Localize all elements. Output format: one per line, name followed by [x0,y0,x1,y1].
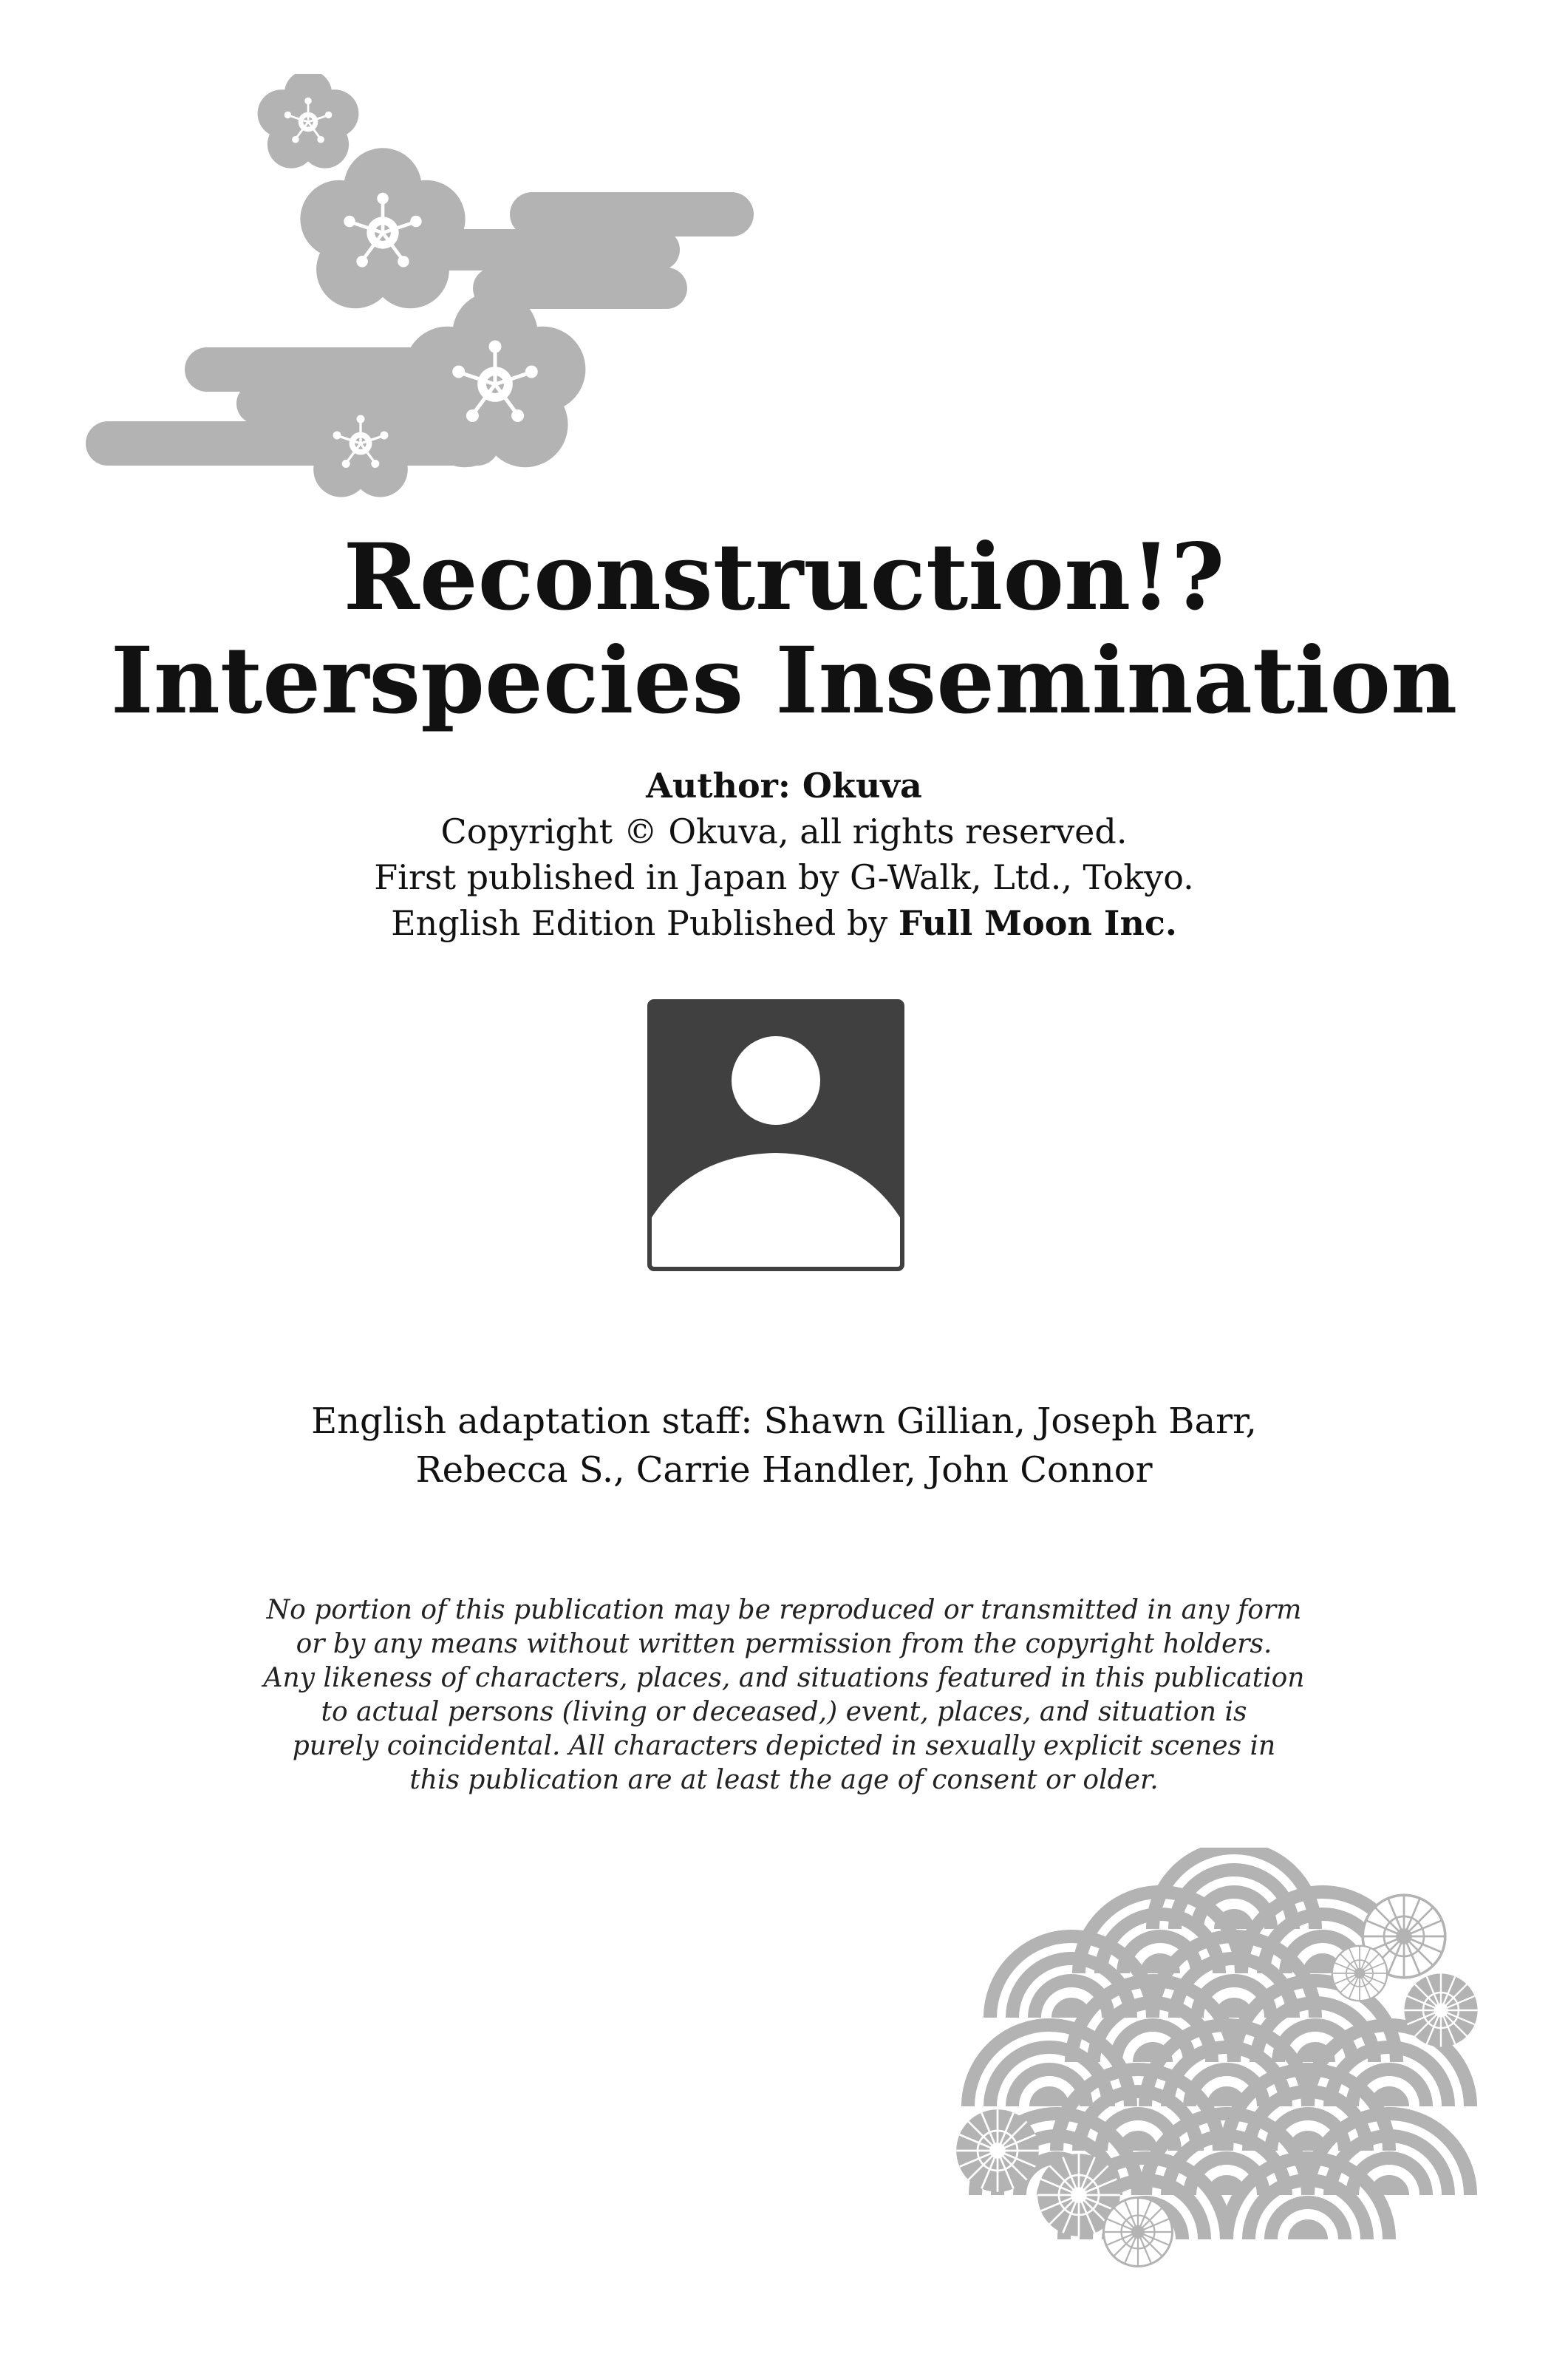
legal-line-1: No portion of this publication may be reproduced or transmitted in any form [266,1595,1302,1625]
copyright-line: Copyright © Okuva, all rights reserved. [440,811,1128,851]
legal-line-5: purely coincidental. All characters depicted in sexually explicit scenes in [292,1731,1276,1761]
legal-line-2: or by any means without written permission from the copyright holders. [296,1629,1272,1659]
staff-line-1: English adaptation staff: Shawn Gillian, Joseph Barr, [311,1401,1257,1442]
plum-blossom-cloud-ornament-icon [74,74,768,517]
english-edition-prefix: English Edition Published by [391,903,899,943]
legal-line-4: to actual persons (living or deceased,) event, places, and situation is [321,1697,1247,1727]
english-edition-line [0,900,1568,946]
adaptation-staff [0,1397,1568,1494]
legal-line-6: this publication are at least the age of consent or older. [409,1765,1159,1795]
book-title [0,526,1568,733]
author-line: Author: Okuva [646,766,922,806]
title-line-1: Reconstruction!? [343,524,1225,631]
legal-line-3: Any likeness of characters, places, and situations featured in this publication [263,1663,1305,1693]
credits-block [0,763,1568,946]
full-moon-logo-icon [647,999,904,1271]
staff-line-2: Rebecca S., Carrie Handler, John Connor [415,1449,1153,1491]
seigaiha-wave-chrysanthemum-ornament-icon [938,1848,1500,2306]
title-line-2: Interspecies Insemination [110,627,1458,735]
legal-disclaimer [0,1593,1568,1797]
first-published-line: First published in Japan by G-Walk, Ltd., Tokyo. [374,857,1194,897]
english-publisher-name: Full Moon Inc. [898,903,1177,943]
